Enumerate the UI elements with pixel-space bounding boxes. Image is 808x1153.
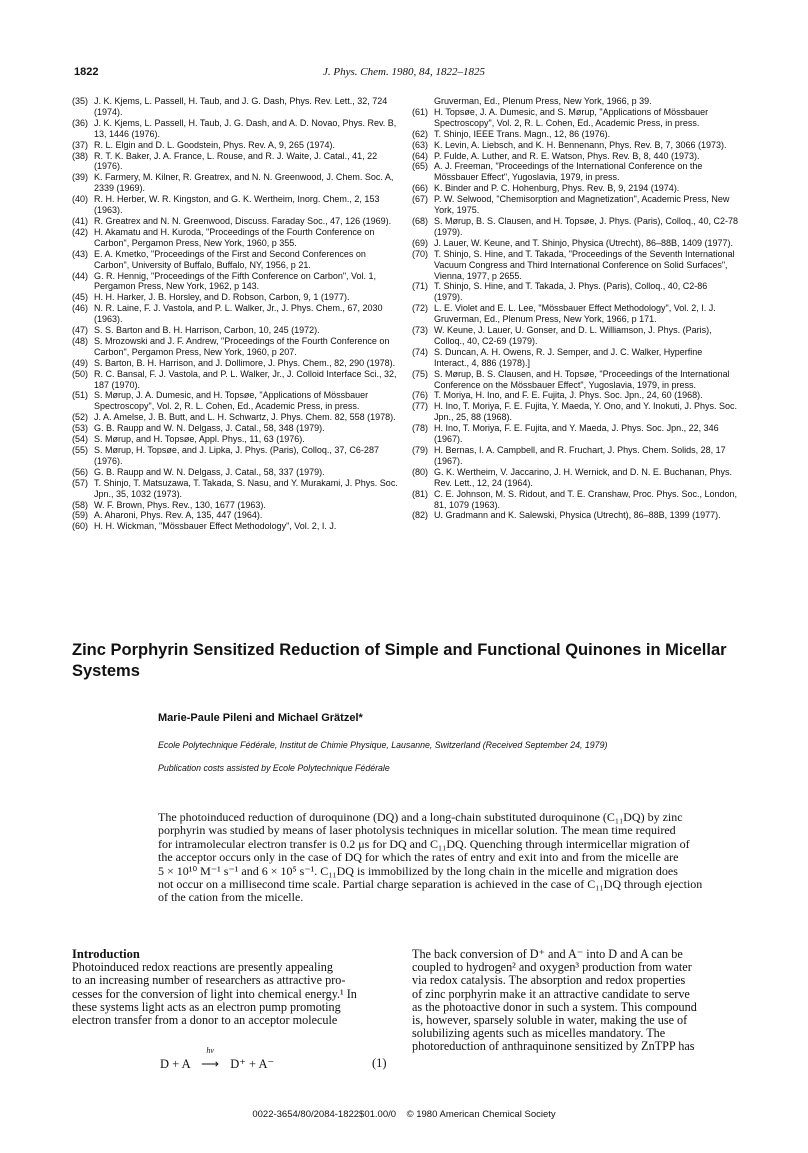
introduction-heading: Introduction	[72, 947, 140, 961]
references-left-column	[72, 96, 398, 532]
abstract	[158, 811, 743, 905]
reaction-arrow-icon: ⟶	[201, 1057, 220, 1071]
body-line: The back conversion of D⁺ and A⁻ into D and A can be	[412, 947, 683, 961]
reference-number: (45)	[72, 292, 89, 303]
footer-code: 0022-3654/80/2084-1822$01.00/0	[252, 1109, 397, 1120]
reference-item	[72, 467, 398, 478]
reference-number: (44)	[72, 270, 89, 281]
reference-number: (62)	[412, 128, 429, 139]
reference-number: (56)	[72, 466, 89, 477]
reference-number: (82)	[412, 510, 429, 521]
publication-costs: Publication costs assisted by Ecole Polytechnique Fédérale	[158, 763, 390, 773]
reference-number: (52)	[72, 412, 89, 423]
reference-text: J. Lauer, W. Keune, and T. Shinjo, Physica (Utrecht), 86–88B, 1409 (1977).	[434, 237, 734, 248]
reference-number: (67)	[412, 194, 429, 205]
reference-text: W. F. Brown, Phys. Rev., 130, 1677 (1963).	[94, 499, 266, 510]
introduction-line: cesses for the conversion of light into chemical energy.¹ In	[72, 986, 357, 1001]
reference-text: N. R. Laine, F. J. Vastola, and P. L. Walker, Jr., J. Phys. Chem., 67, 2030 (1963).	[94, 303, 383, 325]
abstract-line: for intramolecular electron transfer is 0.2 μs for DQ and C₁₁DQ. Quenching through intermicellar migration of	[158, 836, 690, 851]
reference-item	[72, 478, 398, 500]
reference-number: (80)	[412, 466, 429, 477]
reference-text: R. L. Elgin and D. L. Goodstein, Phys. Rev. A, 9, 265 (1974).	[94, 139, 335, 150]
reference-item	[72, 500, 398, 511]
reference-text: R. H. Herber, W. R. Kingston, and G. K. Wertheim, Inorg. Chem., 2, 153 (1963).	[94, 194, 380, 216]
reference-item	[72, 445, 398, 467]
reference-text: A. Aharoni, Phys. Rev. A, 135, 447 (1964).	[94, 510, 263, 521]
reference-number: (50)	[72, 368, 89, 379]
reference-text: H. Bernas, I. A. Campbell, and R. Fruchart, J. Phys. Chem. Solids, 28, 17 (1967).	[434, 445, 726, 466]
reference-number: (35)	[72, 96, 89, 106]
reference-item	[72, 118, 398, 140]
reference-item	[72, 271, 398, 293]
reference-text: T. Shinjo, IEEE Trans. Magn., 12, 86 (1976).	[434, 128, 611, 139]
reference-text: J. K. Kjems, L. Passell, H. Taub, and J. G. Dash, Phys. Rev. Lett., 32, 724 (1974).	[94, 96, 388, 117]
reference-number: (68)	[412, 215, 429, 226]
reference-text: K. Binder and P. C. Hohenburg, Phys. Rev. B, 9, 2194 (1974).	[434, 183, 680, 194]
reference-number: (57)	[72, 477, 89, 488]
reference-text: L. E. Violet and E. L. Lee, "Mössbauer Effect Methodology", Vol. 2, I. J. Gruverman, Ed., Plenum Press, New York, 1966, p 171.	[434, 303, 716, 325]
reference-item	[412, 161, 738, 183]
reference-number: (54)	[72, 434, 89, 445]
reference-number: (49)	[72, 357, 89, 368]
reference-text: R. Greatrex and N. N. Greenwood, Discuss. Faraday Soc., 47, 126 (1969).	[94, 215, 392, 226]
reference-text: T. Shinjo, T. Matsuzawa, T. Takada, S. Nasu, and Y. Murakami, J. Phys. Soc. Jpn., 35, 1032 (1973).	[94, 477, 398, 499]
reference-number: (43)	[72, 248, 89, 259]
page-number: 1822	[74, 66, 99, 78]
reference-item	[412, 107, 738, 129]
reference-item	[412, 390, 738, 401]
reference-number: (76)	[412, 390, 429, 401]
reference-number: (63)	[412, 139, 429, 150]
reference-text: R. T. K. Baker, J. A. France, L. Rouse, and R. J. Waite, J. Catal., 41, 22 (1976).	[94, 150, 378, 172]
reference-text: K. Levin, A. Liebsch, and K. H. Bennenann, Phys. Rev. B, 7, 3066 (1973).	[434, 139, 727, 150]
reference-text: S. Mørup, and H. Topsøe, Appl. Phys., 11, 63 (1976).	[94, 434, 305, 445]
reference-number: (70)	[412, 248, 429, 259]
reference-number: (37)	[72, 139, 89, 150]
reference-item	[72, 227, 398, 249]
journal-citation: J. Phys. Chem. 1980, 84, 1822–1825	[323, 66, 485, 78]
introduction-line: to an increasing number of researchers as attractive pro-	[72, 973, 346, 988]
reference-text: H. H. Harker, J. B. Horsley, and D. Robson, Carbon, 9, 1 (1977).	[94, 292, 350, 303]
body-line: is, however, sparsely soluble in water, making the use of	[412, 1013, 688, 1028]
reference-text: S. Mørup, J. A. Dumesic, and H. Topsøe, "Applications of Mössbauer Spectroscopy", Vol. 2, R. L. Cohen, Ed., Academic Press, in press.	[94, 390, 369, 412]
reference-item	[412, 347, 738, 369]
reference-number: (60)	[72, 521, 89, 532]
body-line: of zinc porphyrin make it an attractive candidate to serve	[412, 986, 690, 1001]
reference-number: (38)	[72, 150, 89, 161]
reference-number: (73)	[412, 325, 429, 336]
reference-item	[412, 194, 738, 216]
reference-item	[72, 521, 398, 532]
introduction-line: Photoinduced redox reactions are presently appealing	[72, 960, 333, 975]
reference-number: (59)	[72, 510, 89, 521]
footer-copyright: © 1980 American Chemical Society	[406, 1109, 556, 1120]
reference-item	[72, 423, 398, 434]
reference-number: (81)	[412, 488, 429, 499]
reference-text: G. R. Hennig, "Proceedings of the Fifth Conference on Carbon", Vol. 1, Pergamon Press, New York, 1962, p 143.	[94, 270, 377, 292]
reference-item	[72, 325, 398, 336]
reference-text: P. W. Selwood, "Chemisorption and Magnetization", Academic Press, New York, 1975.	[434, 194, 730, 216]
reference-text: J. A. Amelse, J. B. Butt, and L. H. Schwartz, J. Phys. Chem. 82, 558 (1978).	[94, 412, 396, 423]
reference-text: E. A. Kmetko, "Proceedings of the First and Second Conferences on Carbon", University of Buffalo, Buffalo, NY, 1956, p 21.	[94, 248, 366, 270]
reference-item	[72, 390, 398, 412]
article-affiliation: Ecole Polytechnique Fédérale, Institut de Chimie Physique, Lausanne, Switzerland (Received September 24, 1979)	[158, 740, 608, 750]
reference-item	[412, 129, 738, 140]
reference-item	[412, 183, 738, 194]
reference-item	[412, 216, 738, 238]
reference-item	[412, 445, 738, 467]
article-authors: Marie-Paule Pileni and Michael Grätzel*	[158, 712, 363, 724]
reference-text: R. C. Bansal, F. J. Vastola, and P. L. Walker, Jr., J. Colloid Interface Sci., 32, 187 (1970).	[94, 368, 397, 390]
reference-item	[72, 510, 398, 521]
reference-item	[72, 96, 398, 118]
reference-number: (79)	[412, 445, 429, 455]
reference-text: S. Mørup, B. S. Clausen, and H. Topsøe, "Proceedings of the International Conference on the Mössbauer Effect", Yugoslavia, 1979, in press.	[434, 368, 730, 390]
right-column-text	[412, 948, 742, 1054]
reference-text: H. H. Wickman, "Mössbauer Effect Methodology", Vol. 2, I. J.	[94, 521, 337, 532]
abstract-line: The photoinduced reduction of duroquinone (DQ) and a long-chain substituted duroquinone (C₁₁DQ) by zinc	[158, 810, 683, 824]
reference-text: W. Keune, J. Lauer, U. Gonser, and D. L. Williamson, J. Phys. (Paris), Colloq., 40, C2-69 (1979).	[434, 325, 712, 346]
reference-item	[72, 303, 398, 325]
reference-text: K. Farmery, M. Kilner, R. Greatrex, and N. N. Greenwood, J. Chem. Soc. A, 2339 (1969).	[94, 172, 394, 194]
reference-item	[72, 151, 398, 173]
equation-hv-label: hν	[206, 1046, 214, 1055]
reference-number: (69)	[412, 237, 429, 248]
reference-number: (66)	[412, 183, 429, 194]
reference-item	[412, 249, 738, 282]
reference-number: (41)	[72, 215, 89, 226]
reference-text: C. E. Johnson, M. S. Ridout, and T. E. Cranshaw, Proc. Phys. Soc., London, 81, 1079 (1963).	[434, 488, 737, 510]
reference-item	[412, 489, 738, 511]
reference-number: (39)	[72, 172, 89, 183]
reference-text: J. K. Kjems, L. Passell, H. Taub, J. G. Dash, and A. D. Novao, Phys. Rev. B, 13, 1446 (1976).	[94, 117, 397, 139]
reference-number: (48)	[72, 335, 89, 346]
reference-number: (58)	[72, 499, 89, 510]
reference-number: (47)	[72, 325, 89, 336]
reference-number: (71)	[412, 281, 429, 292]
reference-item	[72, 412, 398, 423]
abstract-line: of the cation from the micelle.	[158, 890, 304, 905]
reference-number	[412, 96, 434, 107]
reference-item	[72, 172, 398, 194]
article-title: Zinc Porphyrin Sensitized Reduction of Simple and Functional Quinones in Micellar Systems	[72, 641, 727, 680]
equation-products: D⁺ + A⁻	[230, 1057, 275, 1071]
reference-text: H. Akamatu and H. Kuroda, "Proceedings of the Fourth Conference on Carbon", Pergamon Press, New York, 1960, p 355.	[94, 226, 375, 248]
reference-item	[72, 140, 398, 151]
body-line: via redox catalysis. The absorption and redox properties	[412, 973, 686, 988]
reference-number: (64)	[412, 150, 429, 161]
reference-text: H. Ino, T. Moriya, F. E. Fujita, and Y. Maeda, J. Phys. Soc. Jpn., 22, 346 (1967).	[434, 423, 719, 445]
equation-reactants: D + A	[160, 1057, 190, 1071]
introduction-line: electron transfer from a donor to an acceptor molecule	[72, 1013, 338, 1028]
reference-number: (61)	[412, 106, 429, 117]
body-line: as the photoactive donor in such a system. This compound	[412, 999, 697, 1014]
reference-text: S. Mørup, B. S. Clausen, and H. Topsøe, J. Phys. (Paris), Colloq., 40, C2-78 (1979).	[434, 215, 738, 237]
reference-number: (40)	[72, 194, 89, 205]
reference-text: H. Ino, T. Moriya, F. E. Fujita, Y. Maeda, Y. Ono, and Y. Inokuti, J. Phys. Soc. Jpn., 25, 88 (1968).	[434, 401, 737, 423]
reference-text: H. Topsøe, J. A. Dumesic, and S. Mørup, "Applications of Mössbauer Spectroscopy", Vol. 2, R. L. Cohen, Ed., Academic Press, in press.	[434, 106, 709, 128]
reference-number: (75)	[412, 368, 429, 379]
reference-text: S. Mørup, H. Topsøe, and J. Lipka, J. Phys. (Paris), Colloq., 37, C6-287 (1976).	[94, 445, 379, 466]
introduction-text	[72, 961, 392, 1027]
introduction-line: these systems light acts as an electron pump promoting	[72, 999, 341, 1014]
introduction-column	[72, 948, 392, 1027]
abstract-line: the acceptor occurs only in the case of DQ for which the rates of entry and exit into and from the micelle are	[158, 850, 679, 865]
reference-number: (51)	[72, 390, 89, 401]
reference-number: (46)	[72, 303, 89, 314]
reference-number: (65)	[412, 161, 429, 172]
reference-number: (74)	[412, 346, 429, 357]
reference-item	[72, 336, 398, 358]
reference-text: T. Shinjo, S. Hine, and T. Takada, "Proceedings of the Seventh International Vacuum Congress and Third International Conference on Solid Surfaces", Vienna, 1977, p 2655.	[434, 248, 735, 281]
reference-item	[412, 96, 738, 107]
reference-item	[412, 401, 738, 423]
body-line: solubilizing agents such as micelles mandatory. The	[412, 1026, 666, 1041]
reference-number: (77)	[412, 401, 429, 412]
equation-1	[160, 1046, 275, 1072]
reference-text: G. K. Wertheim, V. Jaccarino, J. H. Wernick, and D. N. E. Buchanan, Phys. Rev. Lett., 12, 24 (1964).	[434, 466, 732, 488]
reference-item	[412, 369, 738, 391]
reference-text: S. S. Barton and B. H. Harrison, Carbon, 10, 245 (1972).	[94, 325, 320, 336]
reference-number: (78)	[412, 423, 429, 434]
reference-text: S. Duncan, A. H. Owens, R. J. Semper, and J. C. Walker, Hyperfine Interact., 4, 886 (1978).]	[434, 346, 703, 368]
references-right-column	[412, 96, 738, 521]
abstract-line: not occur on a millisecond time scale. Partial charge separation is achieved in the case of C₁₁DQ through ejection	[158, 877, 703, 892]
reference-number: (55)	[72, 445, 89, 455]
reference-number: (72)	[412, 303, 429, 314]
reference-number: (42)	[72, 226, 89, 237]
reference-number: (53)	[72, 423, 89, 434]
reference-item	[412, 467, 738, 489]
reference-text: Gruverman, Ed., Plenum Press, New York, 1966, p 39.	[434, 96, 652, 106]
equation-arrow	[193, 1046, 227, 1072]
reference-text: G. B. Raupp and W. N. Delgass, J. Catal., 58, 337 (1979).	[94, 466, 325, 477]
reference-text: G. B. Raupp and W. N. Delgass, J. Catal., 58, 348 (1979).	[94, 423, 325, 434]
reference-text: U. Gradmann and K. Salewski, Physica (Utrecht), 86–88B, 1399 (1977).	[434, 510, 721, 521]
body-line: photoreduction of anthraquinone sensitized by ZnTPP has	[412, 1039, 695, 1054]
reference-text: P. Fulde, A. Luther, and R. E. Watson, Phys. Rev. B, 8, 440 (1973).	[434, 150, 700, 161]
reference-item	[412, 510, 738, 521]
reference-item	[72, 216, 398, 227]
reference-text: S. Barton, B. H. Harrison, and J. Dollimore, J. Phys. Chem., 82, 290 (1978).	[94, 357, 396, 368]
reference-item	[72, 292, 398, 303]
abstract-line: 5 × 10¹⁰ M⁻¹ s⁻¹ and 6 × 10⁵ s⁻¹. C₁₁DQ is immobilized by the long chain in the micelle and migration does	[158, 863, 678, 878]
reference-text: S. Mrozowski and J. F. Andrew, "Proceedings of the Fourth Conference on Carbon", Pergamon Press, New York, 1960, p 207.	[94, 335, 390, 357]
reference-item	[412, 151, 738, 162]
page-footer	[0, 1109, 808, 1120]
reference-item	[412, 423, 738, 445]
reference-item	[72, 358, 398, 369]
reference-text: T. Moriya, H. Ino, and F. E. Fujita, J. Phys. Soc. Jpn., 24, 60 (1968).	[434, 390, 703, 401]
reference-text: A. J. Freeman, "Proceedings of the International Conference on the Mössbauer Effect", Yugoslavia, 1979, in press.	[434, 161, 703, 183]
reference-item	[412, 140, 738, 151]
body-line: coupled to hydrogen² and oxygen³ production from water	[412, 960, 692, 975]
reference-item	[412, 238, 738, 249]
reference-item	[412, 303, 738, 325]
reference-item	[72, 434, 398, 445]
reference-item	[72, 369, 398, 391]
reference-item	[412, 281, 738, 303]
reference-number: (36)	[72, 117, 89, 128]
reference-item	[412, 325, 738, 347]
reference-text: T. Shinjo, S. Hine, and T. Takada, J. Phys. (Paris), Colloq., 40, C2-86 (1979).	[434, 281, 708, 303]
equation-number: (1)	[372, 1056, 387, 1070]
reference-item	[72, 249, 398, 271]
reference-item	[72, 194, 398, 216]
abstract-line: porphyrin was studied by means of laser photolysis techniques in micellar solution. The mean time required	[158, 823, 676, 838]
